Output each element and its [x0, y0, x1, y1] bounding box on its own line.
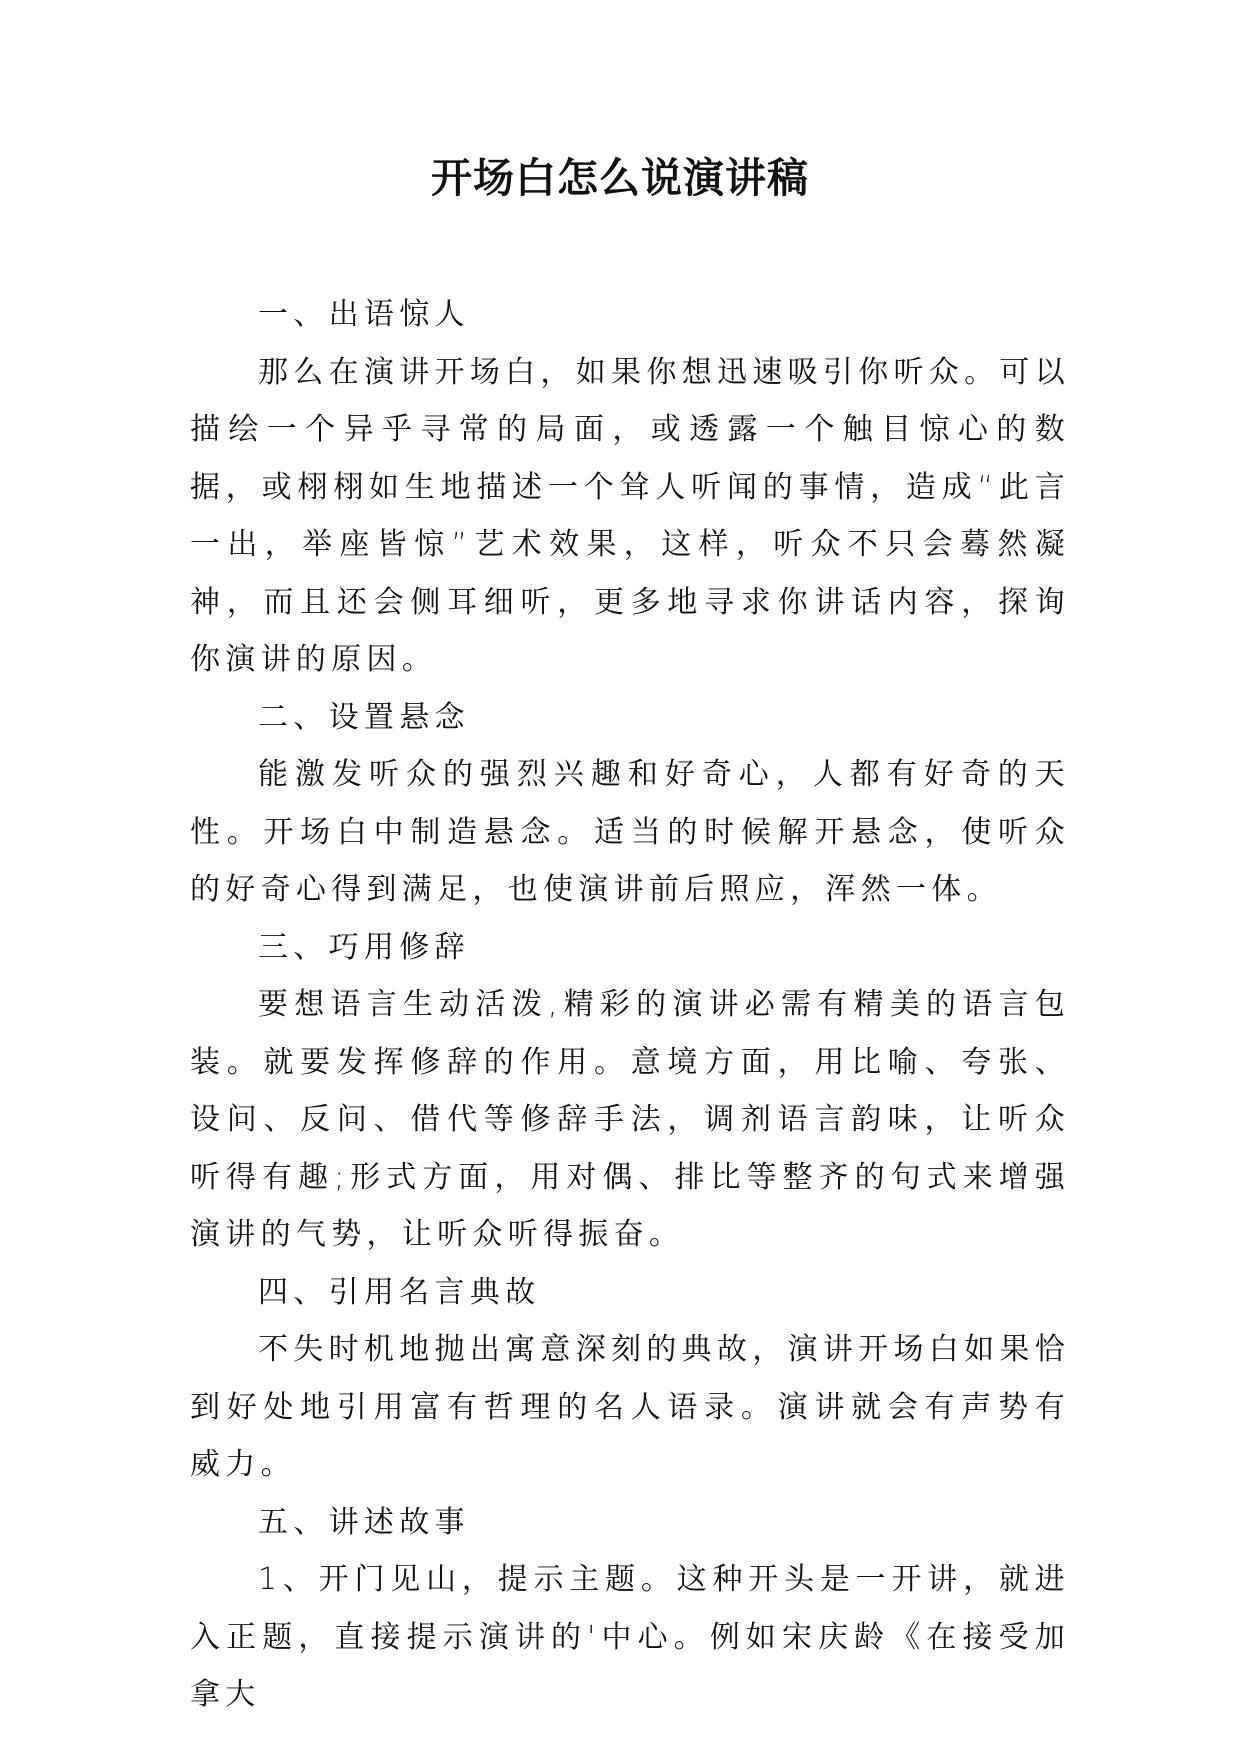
- paragraph: 1、开门见山，提示主题。这种开头是一开讲，就进入正题，直接提示演讲的'中心。例如宋庆龄《在接受加拿大: [190, 1562, 1070, 1712]
- section-heading: 二、设置悬念: [258, 699, 470, 735]
- paragraph: 要想语言生动活泼,精彩的演讲必需有精美的语言包装。就要发挥修辞的作用。意境方面，用比喻、夸张、设问、反问、借代等修辞手法，调剂语言韵味，让听众听得有趣;形式方面，用对偶、排比等整齐的句式来增强演讲的气势，让听众听得振奋。: [190, 987, 1070, 1252]
- section-heading: 四、引用名言典故: [258, 1274, 541, 1310]
- document-body: [190, 286, 1070, 1724]
- paragraph: 能激发听众的强烈兴趣和好奇心，人都有好奇的天性。开场白中制造悬念。适当的时候解开悬念，使听众的好奇心得到满足，也使演讲前后照应，浑然一体。: [190, 757, 1070, 907]
- paragraph: 不失时机地抛出寓意深刻的典故，演讲开场白如果恰到好处地引用富有哲理的名人语录。演讲就会有声势有威力。: [190, 1332, 1070, 1482]
- document-title: 开场白怎么说演讲稿: [431, 154, 809, 202]
- paragraph: 那么在演讲开场白，如果你想迅速吸引你听众。可以描绘一个异乎寻常的局面，或透露一个触目惊心的数据，或栩栩如生地描述一个耸人听闻的事情，造成“此言一出，举座皆惊”艺术效果，这样，听众不只会蓦然凝神，而且还会侧耳细听，更多地寻求你讲话内容，探询你演讲的原因。: [190, 354, 1070, 677]
- section-heading: 五、讲述故事: [258, 1504, 470, 1540]
- section-heading: 一、出语惊人: [258, 297, 470, 332]
- section-heading: 三、巧用修辞: [258, 929, 470, 965]
